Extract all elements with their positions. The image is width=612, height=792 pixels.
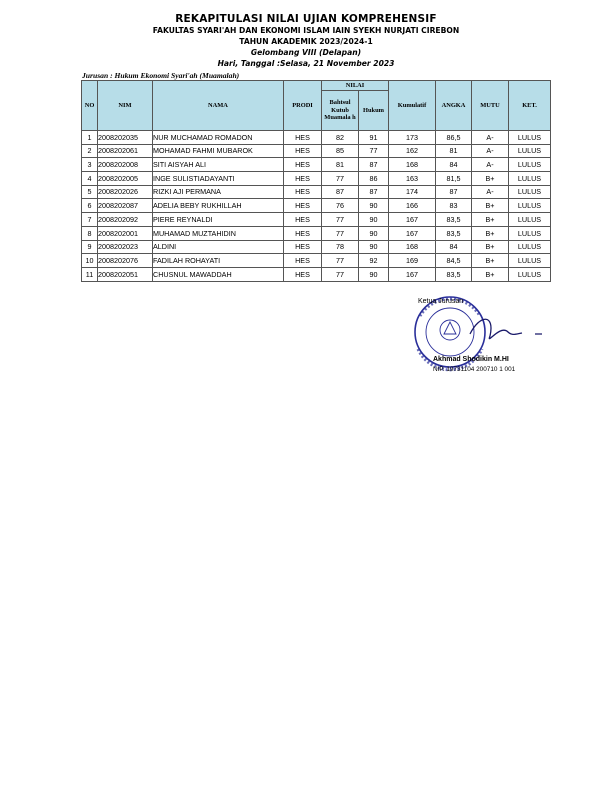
cell-nama: FADILAH ROHAYATI [153,254,284,268]
cell-nama: SITI AISYAH ALI [153,158,284,172]
cell-prodi: HES [284,172,322,186]
cell-prodi: HES [284,144,322,158]
cell-bahtsul: 77 [322,254,359,268]
table-row [82,144,551,158]
wave-label: Gelombang VIII (Delapan) [250,48,362,57]
cell-nim: 2008202026 [98,185,153,199]
header-nilai: NILAI [322,81,389,91]
cell-kumulatif: 167 [389,267,436,281]
cell-ket: LULUS [509,131,551,145]
cell-hukum: 87 [359,185,389,199]
cell-kumulatif: 174 [389,185,436,199]
signature-icon [470,319,542,338]
cell-nim: 2008202061 [98,144,153,158]
cell-angka: 83,5 [436,213,472,227]
cell-mutu: A- [472,158,509,172]
cell-bahtsul: 82 [322,131,359,145]
cell-no: 11 [82,267,98,281]
cell-nim: 2008202001 [98,226,153,240]
cell-kumulatif: 162 [389,144,436,158]
exam-date: Hari, Tanggal :Selasa, 21 November 2023 [217,59,395,68]
cell-prodi: HES [284,226,322,240]
cell-mutu: B+ [472,213,509,227]
cell-bahtsul: 77 [322,213,359,227]
cell-nama: ALDINI [153,240,284,254]
table-row [82,172,551,186]
cell-hukum: 90 [359,267,389,281]
cell-ket: LULUS [509,213,551,227]
cell-nama: INGE SULISTIADAYANTI [153,172,284,186]
cell-angka: 83,5 [436,226,472,240]
cell-mutu: A- [472,131,509,145]
cell-angka: 81 [436,144,472,158]
cell-mutu: A- [472,185,509,199]
cell-ket: LULUS [509,185,551,199]
table-row [82,158,551,172]
grades-table [81,80,551,282]
cell-mutu: B+ [472,267,509,281]
cell-angka: 84 [436,158,472,172]
cell-nama: MOHAMAD FAHMI MUBAROK [153,144,284,158]
cell-ket: LULUS [509,267,551,281]
cell-prodi: HES [284,185,322,199]
cell-ket: LULUS [509,158,551,172]
header-nim: NIM [98,81,153,131]
cell-no: 9 [82,240,98,254]
cell-no: 6 [82,199,98,213]
cell-ket: LULUS [509,144,551,158]
header-bahtsul: Bahtsul Kutub Muamala h [322,91,359,131]
cell-mutu: B+ [472,240,509,254]
cell-nama: PIERE REYNALDI [153,213,284,227]
cell-no: 7 [82,213,98,227]
cell-nim: 2008202076 [98,254,153,268]
cell-angka: 83 [436,199,472,213]
cell-hukum: 86 [359,172,389,186]
cell-mutu: B+ [472,199,509,213]
cell-nim: 2008202051 [98,267,153,281]
cell-kumulatif: 169 [389,254,436,268]
cell-hukum: 90 [359,226,389,240]
cell-no: 5 [82,185,98,199]
cell-hukum: 87 [359,158,389,172]
cell-bahtsul: 77 [322,226,359,240]
cell-kumulatif: 168 [389,240,436,254]
cell-kumulatif: 166 [389,199,436,213]
header-mutu: MUTU [472,81,509,131]
cell-no: 10 [82,254,98,268]
cell-no: 2 [82,144,98,158]
cell-ket: LULUS [509,254,551,268]
table-row [82,226,551,240]
cell-bahtsul: 85 [322,144,359,158]
cell-mutu: B+ [472,172,509,186]
cell-no: 8 [82,226,98,240]
cell-kumulatif: 167 [389,226,436,240]
header-prodi: PRODI [284,81,322,131]
cell-bahtsul: 77 [322,267,359,281]
document-title: REKAPITULASI NILAI UJIAN KOMPREHENSIF [175,13,437,25]
cell-bahtsul: 78 [322,240,359,254]
header-hukum: Hukum [359,91,389,131]
cell-prodi: HES [284,199,322,213]
signatory-position: Ketua Jurusan [418,298,464,305]
header-nama: NAMA [153,81,284,131]
cell-angka: 83,5 [436,267,472,281]
cell-prodi: HES [284,240,322,254]
cell-bahtsul: 81 [322,158,359,172]
faculty-name: FAKULTAS SYARI'AH DAN EKONOMI ISLAM IAIN SYEKH NURJATI CIREBON [152,26,460,35]
cell-kumulatif: 167 [389,213,436,227]
cell-nim: 2008202092 [98,213,153,227]
cell-angka: 84,5 [436,254,472,268]
cell-nama: ADELIA BEBY RUKHILLAH [153,199,284,213]
cell-hukum: 91 [359,131,389,145]
cell-ket: LULUS [509,172,551,186]
cell-prodi: HES [284,254,322,268]
table-row [82,254,551,268]
cell-mutu: A- [472,144,509,158]
department-label: Jurusan : Hukum Ekonomi Syari'ah (Muamalah) [82,71,240,80]
cell-kumulatif: 168 [389,158,436,172]
cell-angka: 84 [436,240,472,254]
cell-hukum: 92 [359,254,389,268]
cell-angka: 81,5 [436,172,472,186]
cell-hukum: 77 [359,144,389,158]
cell-angka: 86,5 [436,131,472,145]
cell-nim: 2008202005 [98,172,153,186]
cell-hukum: 90 [359,199,389,213]
table-row [82,213,551,227]
cell-nim: 2008202087 [98,199,153,213]
header-kumulatif: Kumulatif [389,81,436,131]
cell-nim: 2008202023 [98,240,153,254]
cell-ket: LULUS [509,199,551,213]
cell-nim: 2008202008 [98,158,153,172]
cell-nama: CHUSNUL MAWADDAH [153,267,284,281]
cell-kumulatif: 163 [389,172,436,186]
cell-bahtsul: 76 [322,199,359,213]
cell-no: 1 [82,131,98,145]
cell-nama: NUR MUCHAMAD ROMADON [153,131,284,145]
cell-no: 4 [82,172,98,186]
cell-prodi: HES [284,158,322,172]
cell-bahtsul: 87 [322,185,359,199]
cell-bahtsul: 77 [322,172,359,186]
cell-mutu: B+ [472,254,509,268]
cell-mutu: B+ [472,226,509,240]
cell-prodi: HES [284,267,322,281]
cell-angka: 87 [436,185,472,199]
header-angka: ANGKA [436,81,472,131]
table-row [82,199,551,213]
table-row [82,240,551,254]
cell-hukum: 90 [359,213,389,227]
signatory-nip: NIP. 19731104 200710 1 001 [433,366,516,373]
cell-nim: 2008202035 [98,131,153,145]
cell-kumulatif: 173 [389,131,436,145]
cell-nama: MUHAMAD MUZTAHIDIN [153,226,284,240]
table-row [82,267,551,281]
header-ket: KET. [509,81,551,131]
cell-ket: LULUS [509,240,551,254]
table-row [82,131,551,145]
cell-prodi: HES [284,131,322,145]
cell-prodi: HES [284,213,322,227]
cell-ket: LULUS [509,226,551,240]
cell-no: 3 [82,158,98,172]
signatory-name: Akhmad Shodikin M.HI [433,356,509,363]
cell-hukum: 90 [359,240,389,254]
cell-nama: RIZKI AJI PERMANA [153,185,284,199]
table-row [82,185,551,199]
header-no: NO [82,81,98,131]
academic-year: TAHUN AKADEMIK 2023/2024-1 [239,37,373,46]
